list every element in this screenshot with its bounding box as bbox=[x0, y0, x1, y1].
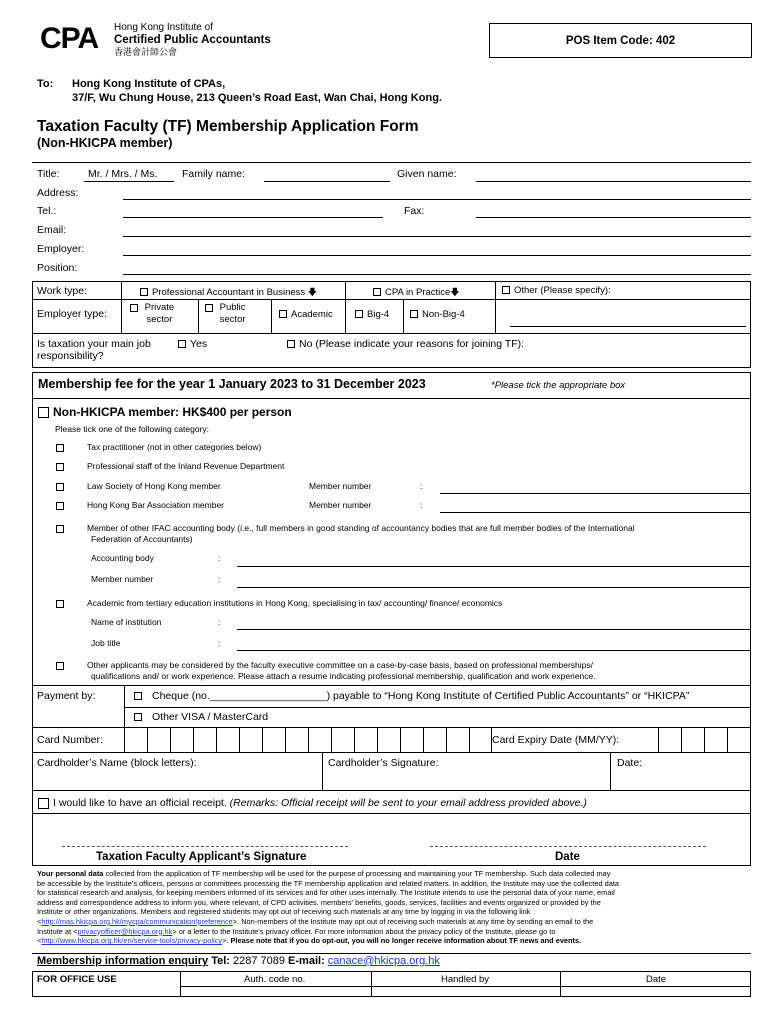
category-tax-practitioner[interactable]: Tax practitioner (not in other categories below) bbox=[56, 442, 261, 452]
to-label: To: bbox=[37, 78, 54, 90]
handled-by-label: Handled by bbox=[441, 974, 490, 985]
colon: : bbox=[218, 574, 221, 584]
payment-row-divider bbox=[124, 707, 751, 708]
law-member-number-field[interactable] bbox=[440, 493, 751, 494]
arrow-down-icon: 🡇 bbox=[450, 287, 460, 297]
work-col-divider bbox=[198, 299, 199, 333]
work-col-divider bbox=[271, 299, 272, 333]
office-col-divider bbox=[560, 971, 561, 997]
option-academic[interactable]: Academic bbox=[279, 309, 333, 320]
page-title: Taxation Faculty (TF) Membership Application Form bbox=[37, 118, 419, 135]
option-private[interactable]: Private sector bbox=[130, 302, 174, 326]
fax-label: Fax: bbox=[404, 205, 425, 217]
category-bar-association[interactable]: Hong Kong Bar Association member bbox=[56, 500, 224, 510]
checkbox[interactable] bbox=[140, 288, 148, 296]
fee-heading-divider bbox=[32, 398, 751, 399]
pos-code: POS Item Code: 402 bbox=[565, 34, 676, 47]
given-name-label: Given name: bbox=[397, 168, 457, 180]
given-name-field[interactable] bbox=[476, 181, 751, 182]
checkbox[interactable] bbox=[355, 310, 363, 318]
checkbox[interactable] bbox=[205, 304, 213, 312]
applicant-signature-label: Taxation Faculty Applicant’s Signature bbox=[96, 851, 307, 863]
checkbox[interactable] bbox=[38, 407, 49, 418]
fee-note: *Please tick the appropriate box bbox=[491, 380, 626, 391]
checkbox[interactable] bbox=[56, 483, 64, 491]
payment-cheque-option[interactable]: Cheque (no.____________________) payable to “Hong Kong Institute of Certified Public Accountants” or “HKICPA” bbox=[134, 690, 689, 702]
employer-label: Employer: bbox=[37, 243, 85, 255]
address-line2: 37/F, Wu Chung House, 213 Queen’s Road East, Wan Chai, Hong Kong. bbox=[72, 92, 442, 104]
position-label: Position: bbox=[37, 262, 78, 274]
logo-mark: CPA bbox=[40, 22, 99, 55]
privacy-statement: Your personal data collected from the application of TF membership will be used for the purpose of processing and maintaining your TF membership. Such data collected may be accessible by the Institute's officers, persons or committees processing the TF membership application and related matters. In addition, the Institute may use the collected data for statistical research and analysis, for keeping members informed of its services and for other uses internally. The Institute intends to use the personal data of your name, email address and correspondence address to inform you, where relevant, of CPD activities, members' benefits, goods, services, facilities and events organized or provided by the Institute or other organizations. Members and registered students may opt out of receiving such materials at any time by logging in via the following link <http://mas.hkicpa.org.hk/mycpa/communication/preference>. Non-members of the Institute may opt out of receiving such materials at any time by sending an email to the Institute at <privacyofficer@hkicpa.org.hk> or a letter to the Institute's privacy officer. For more information about the privacy policy of the Institute, please go to <http://www.hkicpa.org.hk/en/service-tools/privacy-policy>. Please note that if you do opt-out, you will no longer receive information about TF news and events. bbox=[37, 869, 620, 946]
payment-row-divider bbox=[32, 752, 751, 753]
category-ifac[interactable]: Member of other IFAC accounting body (i.e., full members in good standing of accountancy bodies that are full member bodies of the International bbox=[56, 523, 635, 533]
position-field[interactable] bbox=[123, 274, 751, 275]
payment-card-option[interactable]: Other VISA / MasterCard bbox=[134, 711, 268, 723]
employer-field[interactable] bbox=[123, 255, 751, 256]
logo bbox=[40, 22, 98, 56]
checkbox[interactable] bbox=[56, 463, 64, 471]
title-options[interactable]: Mr. / Mrs. / Ms. bbox=[88, 168, 158, 180]
category-ird-staff[interactable]: Professional staff of the Inland Revenue Department bbox=[56, 461, 284, 471]
category-other[interactable]: Other applicants may be considered by the faculty executive committee on a case-by-case basis, based on professional memberships/ bbox=[56, 660, 593, 670]
member-fee-option[interactable]: Non-HKICPA member: HK$400 per person bbox=[38, 405, 292, 419]
applicant-date-label: Date bbox=[555, 851, 580, 863]
accounting-body-field[interactable] bbox=[237, 566, 751, 567]
option-no[interactable]: No (Please indicate your reasons for joining TF): bbox=[287, 338, 524, 350]
tel-field[interactable] bbox=[123, 217, 383, 218]
office-date-label: Date bbox=[646, 974, 667, 985]
category-ifac-line2: Federation of Accountants) bbox=[91, 534, 193, 544]
fee-heading: Membership fee for the year 1 January 2023 to 31 December 2023 bbox=[38, 377, 426, 391]
ifac-member-number-field[interactable] bbox=[237, 587, 751, 588]
office-use-label: FOR OFFICE USE bbox=[37, 974, 117, 985]
work-col-divider bbox=[121, 281, 122, 333]
employer-type-label: Employer type: bbox=[37, 308, 108, 320]
job-title-field[interactable] bbox=[237, 650, 751, 651]
other-specify-field[interactable] bbox=[510, 326, 746, 327]
checkbox[interactable] bbox=[38, 798, 49, 809]
checkbox[interactable] bbox=[287, 340, 295, 348]
title-label: Title: bbox=[37, 168, 60, 180]
option-business[interactable]: Professional Accountant in Business 🡇 bbox=[140, 285, 317, 301]
institution-label: Name of institution bbox=[91, 617, 162, 627]
signature-dash-line bbox=[62, 846, 348, 847]
taxation-question-line1: Is taxation your main job bbox=[37, 338, 151, 350]
fee-instruction: Please tick one of the following category: bbox=[55, 424, 210, 434]
office-col-divider bbox=[371, 971, 372, 997]
payment-label: Payment by: bbox=[37, 690, 96, 702]
card-expiry-label: Card Expiry Date (MM/YY): bbox=[492, 734, 620, 746]
date-dash-line bbox=[430, 846, 706, 847]
email-field[interactable] bbox=[123, 236, 751, 237]
card-expiry-boxes[interactable] bbox=[658, 727, 750, 752]
address-label: Address: bbox=[37, 187, 79, 199]
category-law-society[interactable]: Law Society of Hong Kong member bbox=[56, 481, 221, 491]
cardholder-signature-label: Cardholder’s Signature: bbox=[328, 757, 439, 769]
colon: : bbox=[218, 553, 221, 563]
work-row-divider bbox=[32, 333, 751, 334]
checkbox[interactable] bbox=[56, 525, 64, 533]
taxation-question-line2: responsibility? bbox=[37, 350, 104, 362]
preference-link[interactable]: http://mas.hkicpa.org.hk/mycpa/communication/preference bbox=[41, 916, 233, 926]
colon: : bbox=[420, 481, 423, 491]
card-number-label: Card Number: bbox=[37, 734, 103, 746]
address-line1: Hong Kong Institute of CPAs, bbox=[72, 78, 226, 90]
office-row-divider bbox=[180, 986, 751, 987]
cardholder-name-label: Cardholder’s Name (block letters): bbox=[37, 757, 197, 769]
family-name-field[interactable] bbox=[264, 181, 390, 182]
enquiry-email-link[interactable]: canace@hkicpa.org.hk bbox=[327, 955, 440, 967]
institution-field[interactable] bbox=[237, 629, 751, 630]
office-col-divider bbox=[180, 971, 181, 997]
email-label: Email: bbox=[37, 224, 67, 236]
option-practice[interactable]: CPA in Practice🡇 bbox=[373, 285, 460, 301]
page-subtitle: (Non-HKICPA member) bbox=[37, 136, 173, 150]
enquiry-line: Membership information enquiry Tel: 2287 7089 E-mail: canace@hkicpa.org.hk bbox=[37, 955, 440, 967]
tel-label: Tel.: bbox=[37, 205, 57, 217]
checkbox[interactable] bbox=[56, 600, 64, 608]
colon: : bbox=[420, 500, 423, 510]
privacy-officer-email-link[interactable]: privacyofficer@hkicpa.org.hk bbox=[77, 926, 173, 936]
privacy-policy-link[interactable]: http://www.hkicpa.org.hk/en/service-tools/privacy-policy bbox=[41, 936, 223, 946]
member-number-label: Member number bbox=[91, 574, 154, 584]
work-col-divider bbox=[403, 299, 404, 333]
payment-row-divider bbox=[32, 790, 751, 791]
option-nonbig4[interactable]: Non-Big-4 bbox=[410, 309, 465, 320]
member-number-label: Member number bbox=[309, 481, 372, 491]
option-yes[interactable]: Yes bbox=[178, 338, 207, 350]
checkbox[interactable] bbox=[56, 502, 64, 510]
org-name bbox=[114, 22, 271, 58]
pos-code-box bbox=[489, 23, 752, 58]
checkbox[interactable] bbox=[410, 310, 418, 318]
title-underline bbox=[84, 181, 174, 182]
payment-date-label: Date: bbox=[617, 757, 643, 769]
checkbox[interactable] bbox=[56, 444, 64, 452]
checkbox[interactable] bbox=[130, 304, 138, 312]
work-col-divider bbox=[495, 281, 496, 333]
fax-field[interactable] bbox=[476, 217, 751, 218]
org-line1: Hong Kong Institute of bbox=[114, 22, 213, 33]
payment-col-divider bbox=[610, 752, 611, 790]
divider bbox=[32, 162, 751, 163]
colon: : bbox=[218, 638, 221, 648]
colon: : bbox=[218, 617, 221, 627]
checkbox[interactable] bbox=[373, 288, 381, 296]
member-number-label: Member number bbox=[309, 500, 372, 510]
checkbox[interactable] bbox=[178, 340, 186, 348]
checkbox[interactable] bbox=[502, 286, 510, 294]
card-number-boxes[interactable] bbox=[124, 727, 492, 752]
category-academic[interactable]: Academic from tertiary education institutions in Hong Kong, specialising in tax/ accounting/ finance/ economics bbox=[56, 598, 502, 608]
option-public[interactable]: Public sector bbox=[205, 302, 246, 326]
checkbox[interactable] bbox=[279, 310, 287, 318]
option-other[interactable]: Other (Please specify): bbox=[502, 285, 611, 296]
work-type-label: Work type: bbox=[37, 285, 87, 297]
checkbox[interactable] bbox=[134, 713, 142, 721]
arrow-down-icon: 🡇 bbox=[307, 287, 318, 297]
org-chinese: 香港會計師公會 bbox=[114, 47, 178, 57]
category-other-line2: qualifications and/ or work experience. Please attach a resume indicating professional membership, qualification and work experience. bbox=[91, 671, 596, 681]
checkbox[interactable] bbox=[56, 662, 64, 670]
org-line2: Certified Public Accountants bbox=[114, 34, 271, 46]
payment-col-divider bbox=[322, 752, 323, 790]
accounting-body-label: Accounting body bbox=[91, 553, 154, 563]
work-col-divider bbox=[345, 281, 346, 333]
job-title-label: Job title bbox=[91, 638, 121, 648]
receipt-option[interactable]: I would like to have an official receipt. (Remarks: Official receipt will be sent to your email address provided above.) bbox=[38, 797, 587, 809]
family-name-label: Family name: bbox=[182, 168, 246, 180]
bar-member-number-field[interactable] bbox=[440, 512, 751, 513]
checkbox[interactable] bbox=[134, 692, 142, 700]
address-field-1[interactable] bbox=[123, 199, 751, 200]
auth-code-label: Auth. code no. bbox=[244, 974, 306, 985]
option-big4[interactable]: Big-4 bbox=[355, 309, 389, 320]
office-use-table bbox=[32, 971, 751, 997]
